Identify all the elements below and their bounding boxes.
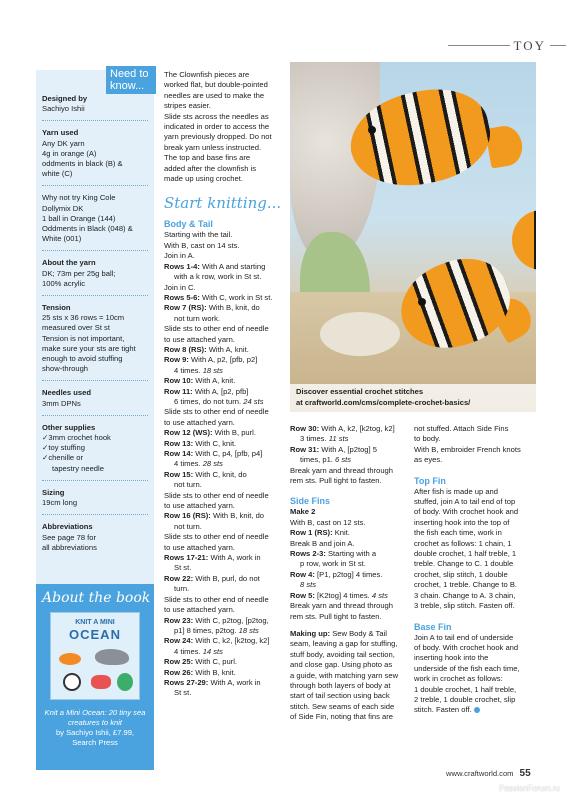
tension-line: make sure your sts are tight [42, 343, 136, 353]
why-not-section [42, 193, 148, 251]
pattern-line: 1 double crochet, 1 half treble, [414, 684, 517, 694]
row-instruction-cont: 4 times. [174, 365, 203, 375]
making-up-line [290, 629, 408, 639]
row-instruction-cont: 3 times. [300, 434, 329, 444]
pattern-line: stuffed, join A to tail end of top [414, 497, 516, 507]
pattern-row-cont [164, 584, 282, 594]
making-up-line [290, 702, 408, 712]
book-caption-publisher: Search Press [72, 738, 118, 747]
supply-item-cont: tapestry needle [52, 463, 104, 473]
making-up-text: and close gap. Using photo as [290, 660, 393, 670]
yarn-used-section [42, 128, 148, 186]
stitch-count: 6 sts [335, 455, 352, 465]
pattern-row [164, 657, 282, 667]
pattern-row [164, 574, 282, 584]
pattern-line: crochet as follows: 1 chain, 1 [414, 538, 512, 548]
yarn-used-head: Yarn used [42, 128, 79, 138]
tension-line: Tension is not important, [42, 333, 125, 343]
pattern-row [164, 449, 282, 459]
pattern-row [164, 355, 282, 365]
row-instruction: With B, purl. [212, 428, 256, 438]
photo-caption-link[interactable]: at craftworld.com/cms/complete-crochet-basics/ [296, 397, 471, 407]
pattern-line: not stuffed. Attach Side Fins [414, 424, 509, 433]
pattern-row [290, 528, 408, 538]
row-instruction: With A, p2, [pfb, p2] [188, 355, 258, 365]
about-yarn-line: 100% acrylic [42, 278, 86, 288]
making-up-text: seam, leaving a gap for stuffing, [290, 639, 398, 649]
row-instruction-cont: with a k row, work in St st. [174, 272, 262, 282]
designed-by-line: Sachiyo Ishii [42, 104, 85, 114]
pattern-row [164, 553, 282, 563]
intro-line: break yarn unless instructed. [164, 142, 262, 152]
fin-break-line: Break yarn and thread through [290, 601, 394, 611]
pattern-line: 3 treble, slip stitch. Fasten off. [414, 601, 515, 611]
about-yarn-line: DK; 73m per 25g ball; [42, 268, 116, 278]
pattern-line: underside of the fish each time, [414, 663, 520, 673]
making-up-line [290, 671, 408, 681]
break-yarn-line: rem sts. Pull tight to fasten. [290, 476, 382, 486]
pattern-row [164, 439, 282, 449]
row-label: Row 22: [164, 573, 194, 583]
tension-line: show-through [42, 364, 89, 374]
start-knitting-heading: Start knitting... [164, 194, 282, 213]
sizing-head: Sizing [42, 487, 65, 497]
row-label: Row 9: [164, 355, 189, 365]
why-not-line: White (001) [42, 234, 82, 244]
tension-line: enough to avoid stuffing [42, 354, 123, 364]
top-fin-text [414, 487, 534, 612]
row-instruction: With A, work in [208, 553, 261, 563]
pattern-line: Slide sts to other end of needle [164, 324, 269, 334]
needles-line: 3mm DPNs [42, 398, 81, 408]
abbreviations-section [42, 522, 148, 553]
body-tail-rows [164, 262, 282, 699]
why-not-line: Dollymix DK [42, 203, 84, 213]
pattern-line: treble. Change to C. 1 double [414, 559, 514, 569]
pattern-line: of body. With crochet hook and [414, 507, 519, 517]
intro-line: made up using crochet. [164, 174, 243, 184]
row-label: Row 10: [164, 376, 194, 386]
clownfish-photo [290, 62, 536, 412]
pattern-row-cont [290, 455, 408, 465]
pattern-line: 2 treble, 1 double crochet, slip [414, 694, 516, 704]
pattern-row [164, 511, 282, 521]
pattern-line: Break B and join A. [290, 538, 355, 548]
row-label: Row 1 (RS): [290, 528, 333, 538]
intro-line: stripes easier. [164, 101, 211, 111]
pattern-line: crochet, 1 treble. Change to B. [414, 580, 517, 590]
pattern-line: Slide sts to other end of needle [164, 490, 269, 500]
row-instruction: With C, purl. [193, 657, 238, 667]
why-not-line: Oddments in Black (048) & [42, 224, 133, 234]
pattern-row-cont [164, 563, 282, 573]
pattern-line: 3 chain. Change to A. 3 chain, [414, 590, 516, 600]
pattern-row [164, 262, 282, 272]
row-instruction: With A, [p2, pfb] [192, 386, 249, 396]
making-up-label: Making up: [290, 628, 331, 638]
why-not-line: Why not try King Cole [42, 193, 116, 203]
pattern-line: With B, cast on 12 sts. [290, 517, 366, 527]
stitch-count: 18 sts [202, 365, 223, 375]
side-fin-rows [290, 518, 408, 601]
end-marker-icon [474, 707, 480, 713]
making-up-line [290, 660, 408, 670]
row-label: Row 15: [164, 469, 194, 479]
pattern-line: the fish each time, work in [414, 528, 502, 538]
about-yarn-section [42, 258, 148, 296]
row-label: Row 16 (RS): [164, 511, 211, 521]
stitch-count: 24 sts [243, 396, 264, 406]
pattern-line: of body. With crochet hook and [414, 642, 519, 652]
pattern-line: Join in A. [164, 251, 195, 261]
row-instruction-cont: 4 times. [174, 459, 203, 469]
supply-item: ✓ chenille or [42, 453, 148, 463]
row-instruction-cont: p1] 8 times, p2tog. [174, 625, 239, 635]
pattern-line: work in crochet as follows: [414, 674, 503, 684]
row-label: Row 24: [164, 636, 194, 646]
pattern-line: Join A to tail end of underside [414, 632, 514, 642]
book-caption-title: Knit a Mini Ocean: 20 tiny sea creatures to knit [44, 708, 146, 727]
making-up-text: start of tail section using back [290, 691, 390, 701]
fish-toy-icon [59, 653, 81, 665]
intro-line: The Clownfish pieces are [164, 70, 250, 79]
pattern-line: stitch. Fasten off. [414, 705, 534, 715]
intro-line: yarn previously dropped. Do not [164, 132, 272, 142]
pattern-row-cont [164, 366, 282, 376]
row-instruction: With A, [p2tog] 5 [319, 444, 377, 454]
about-book-title: About the book [42, 590, 151, 606]
intro-line: needles are used to make the [164, 90, 265, 100]
body-tail-intro [164, 230, 282, 261]
pattern-row [290, 570, 408, 580]
making-up-text: Sew Body & Tail [330, 628, 387, 638]
body-tail-rows-cont [290, 424, 408, 466]
footer-url[interactable]: www.craftworld.com [446, 769, 514, 778]
base-fin-text [414, 633, 534, 716]
pattern-line: With B, embroider French knots [414, 444, 521, 454]
making-up-line [290, 712, 408, 722]
row-instruction: Starting with a [325, 549, 377, 559]
why-not-line: 1 ball in Orange (144) [42, 213, 116, 223]
pattern-row [164, 303, 282, 313]
row-instruction: With B, knit. [193, 667, 236, 677]
tension-head: Tension [42, 303, 71, 313]
pattern-row [164, 293, 282, 303]
book-caption-author: by Sachiyo Ishii, £7.99, [55, 728, 135, 737]
pattern-line: to body. [414, 434, 441, 444]
row-instruction-cont: times, p1. [300, 455, 336, 465]
row-label: Row 30: [290, 424, 320, 433]
pattern-row-cont [164, 397, 282, 407]
pattern-line: to use attached yarn. [164, 417, 235, 427]
book-caption [42, 708, 148, 748]
row-label: Row 23: [164, 615, 194, 625]
supplies-head: Other supplies [42, 422, 96, 432]
crab-toy-icon [91, 675, 111, 689]
cover-big-title: OCEAN [69, 627, 121, 642]
pattern-line: With B, cast on 14 sts. [164, 240, 240, 250]
pattern-row-cont [164, 647, 282, 657]
pattern-row-cont [290, 559, 408, 569]
making-up-text: through both layers of body at [290, 680, 391, 690]
row-label: Row 5: [290, 590, 315, 600]
row-label: Row 11: [164, 386, 193, 396]
pattern-line: inserting hook into the top of [414, 517, 510, 527]
stitch-count: 28 sts [202, 459, 223, 469]
designed-by-section [42, 94, 148, 121]
making-up-text: stuff body, avoiding tail section, [290, 649, 395, 659]
turtle-toy-icon [117, 673, 133, 691]
watermark: PassionForum.ru [499, 784, 560, 793]
row-label: Row 14: [164, 449, 194, 458]
pattern-column-1 [164, 70, 282, 699]
top-fin-heading: Top Fin [414, 475, 446, 486]
row-instruction: [P1, p2tog] 4 times. [314, 569, 383, 579]
need-to-know-tab: Need to know... [106, 66, 156, 94]
pattern-line: After fish is made up and [414, 486, 498, 496]
row-instruction: With C, knit, do [193, 469, 247, 479]
book-cover-image [50, 612, 140, 700]
pattern-line: Starting with the tail. [164, 230, 233, 240]
pattern-row [290, 549, 408, 559]
row-instruction: With A and starting [199, 261, 266, 271]
tension-line: measured over St st [42, 323, 110, 333]
row-label: Row 31: [290, 444, 320, 454]
making-up-line [290, 691, 408, 701]
pattern-line: Slide sts to other end of needle [164, 594, 269, 604]
about-yarn-head: About the yarn [42, 258, 96, 268]
row-label: Rows 1-4: [164, 261, 200, 271]
photo-caption-line1: Discover essential crochet stitches [296, 387, 424, 396]
stitch-count: 4 sts [371, 590, 388, 600]
abbreviations-head: Abbreviations [42, 522, 93, 532]
cover-title: KNIT A MINI [75, 619, 115, 626]
making-up-line [290, 681, 408, 691]
row-instruction: With C, p2tog, [p2tog, [193, 615, 269, 625]
clownfish-toy-edge [512, 210, 536, 270]
pattern-row-cont [164, 314, 282, 324]
pattern-row [164, 636, 282, 646]
photo-caption [290, 384, 536, 412]
side-fins-heading: Side Fins [290, 496, 331, 507]
pattern-row-cont [164, 688, 282, 698]
pattern-line: Slide sts to other end of needle [164, 407, 269, 417]
intro-line: indicated in order to access the [164, 122, 270, 132]
pattern-line: to use attached yarn. [164, 501, 235, 511]
tension-line: 25 sts x 36 rows = 10cm [42, 313, 125, 323]
abbreviations-line: all abbreviations [42, 542, 97, 552]
row-instruction-cont: 4 times. [174, 646, 203, 656]
row-label: Row 12 (WS): [164, 428, 213, 438]
yarn-line: Any DK yarn [42, 138, 85, 148]
pattern-row [164, 470, 282, 480]
shark-toy-icon [95, 649, 129, 665]
row-label: Row 26: [164, 667, 194, 677]
row-label: Rows 2-3: [290, 549, 326, 559]
need-to-know-sidebar [36, 70, 154, 610]
pattern-row-cont [290, 434, 408, 444]
needles-head: Needles used [42, 388, 91, 398]
row-instruction: With A, work in [208, 677, 261, 687]
pattern-line: Slide sts to other end of needle [164, 532, 269, 542]
stitch-count: 18 sts [238, 625, 259, 635]
row-label: Row 4: [290, 569, 315, 579]
penguin-toy-icon [63, 673, 81, 691]
pattern-row-cont [164, 626, 282, 636]
row-label: Row 25: [164, 657, 194, 667]
pattern-line: Join in C. [164, 282, 196, 292]
pattern-line: to use attached yarn. [164, 605, 235, 615]
needles-section [42, 388, 148, 415]
make-count: Make 2 [290, 507, 316, 517]
yarn-line: 4g in orange (A) [42, 148, 97, 158]
pattern-row-cont [290, 580, 408, 590]
row-label: Rows 17-21: [164, 553, 209, 563]
intro-line: Slide sts across the needles as [164, 111, 269, 121]
abbreviations-line: See page 78 for [42, 532, 97, 542]
row-instruction-cont: St st. [174, 688, 192, 698]
stitch-count: 8 sts [300, 580, 317, 590]
pattern-line: to use attached yarn. [164, 542, 235, 552]
row-instruction-cont: turn. [174, 584, 190, 594]
row-instruction-cont: not turn work. [174, 313, 221, 323]
break-yarn-line: Break yarn and thread through [290, 465, 394, 475]
pattern-column-2 [290, 424, 408, 723]
supply-item: ✓ 3mm crochet hook [42, 433, 148, 443]
section-label: TOY [510, 38, 550, 54]
pattern-row [164, 428, 282, 438]
making-up-line [290, 639, 408, 649]
row-instruction: With A, k2, [k2tog, k2] [319, 424, 395, 433]
row-label: Rows 27-29: [164, 677, 209, 687]
pattern-row [290, 424, 408, 434]
pattern-row [164, 678, 282, 688]
row-instruction-cont: not turn. [174, 521, 202, 531]
pattern-row [290, 591, 408, 601]
row-instruction: With C, k2, [k2tog, k2] [193, 636, 270, 646]
page-footer [446, 768, 531, 779]
designed-by-head: Designed by [42, 94, 88, 103]
row-instruction: With C, p4, [pfb, p4] [193, 449, 263, 458]
row-instruction: With A, knit. [206, 344, 249, 354]
making-up-text: of Side Fin, noting that fins are [290, 712, 393, 722]
intro-line: added after the clownfish is [164, 163, 257, 173]
yarn-line: white (C) [42, 169, 73, 179]
pattern-line: as eyes. [414, 455, 443, 465]
pattern-line: inserting hook into the [414, 653, 489, 663]
row-instruction: With B, knit, do [206, 303, 260, 313]
making-up-line [290, 650, 408, 660]
pattern-row [164, 616, 282, 626]
tension-section [42, 303, 148, 381]
pattern-row [164, 345, 282, 355]
row-label: Row 7 (RS): [164, 303, 207, 313]
about-book-box [36, 584, 154, 770]
pattern-line: to use attached yarn. [164, 334, 235, 344]
row-instruction: [K2tog] 4 times. [314, 590, 372, 600]
pattern-row [164, 668, 282, 678]
intro-paragraph [164, 70, 282, 184]
row-label: Row 8 (RS): [164, 344, 207, 354]
pattern-row [164, 376, 282, 386]
body-tail-heading: Body & Tail [164, 219, 213, 230]
stitch-count: 14 sts [202, 646, 223, 656]
pattern-line: crochet, slip stitch, 1 double [414, 569, 508, 579]
sizing-section [42, 488, 148, 515]
row-instruction: With B, purl, do not [193, 573, 260, 583]
section-tag [448, 34, 566, 56]
sizing-line: 19cm long [42, 498, 78, 508]
row-instruction-cont: 6 times, do not turn. [174, 396, 244, 406]
row-instruction: With A, knit. [193, 376, 236, 386]
pattern-line: double crochet, 1 half treble, 1 [414, 549, 517, 559]
pattern-column-3 [414, 424, 534, 716]
row-instruction-cont: p row, work in St st. [300, 559, 366, 569]
supply-item: ✓ toy stuffing [42, 443, 148, 453]
row-instruction: With B, knit, do [210, 511, 265, 521]
page-number: 55 [519, 768, 531, 779]
attach-fins-text [414, 424, 534, 466]
row-instruction-cont: not turn. [174, 480, 202, 490]
making-up-text: a guide, with matching yarn sew [290, 670, 399, 680]
pattern-row-cont [164, 522, 282, 532]
pattern-row-cont [164, 459, 282, 469]
making-up-text: stitch. Sew seams of each side [290, 701, 395, 711]
making-up-paragraph [290, 629, 408, 723]
row-label: Row 13: [164, 438, 194, 448]
row-instruction: With C, knit. [193, 438, 237, 448]
pattern-row-cont [164, 272, 282, 282]
row-instruction: Knit. [332, 528, 350, 538]
base-fin-heading: Base Fin [414, 621, 452, 632]
pattern-row [164, 387, 282, 397]
pattern-row-cont [164, 480, 282, 490]
intro-line: worked flat, but double-pointed [164, 80, 268, 90]
supplies-section [42, 423, 148, 481]
stitch-count: 11 sts [328, 434, 349, 444]
yarn-line: oddments in black (B) & [42, 159, 123, 169]
row-label: Rows 5-6: [164, 292, 200, 302]
fin-break-line: rem sts. Pull tight to fasten. [290, 611, 382, 621]
pattern-row [290, 445, 408, 455]
intro-line: The top and base fins are [164, 153, 251, 163]
row-instruction: With C, work in St st. [199, 292, 273, 302]
row-instruction-cont: St st. [174, 563, 192, 573]
